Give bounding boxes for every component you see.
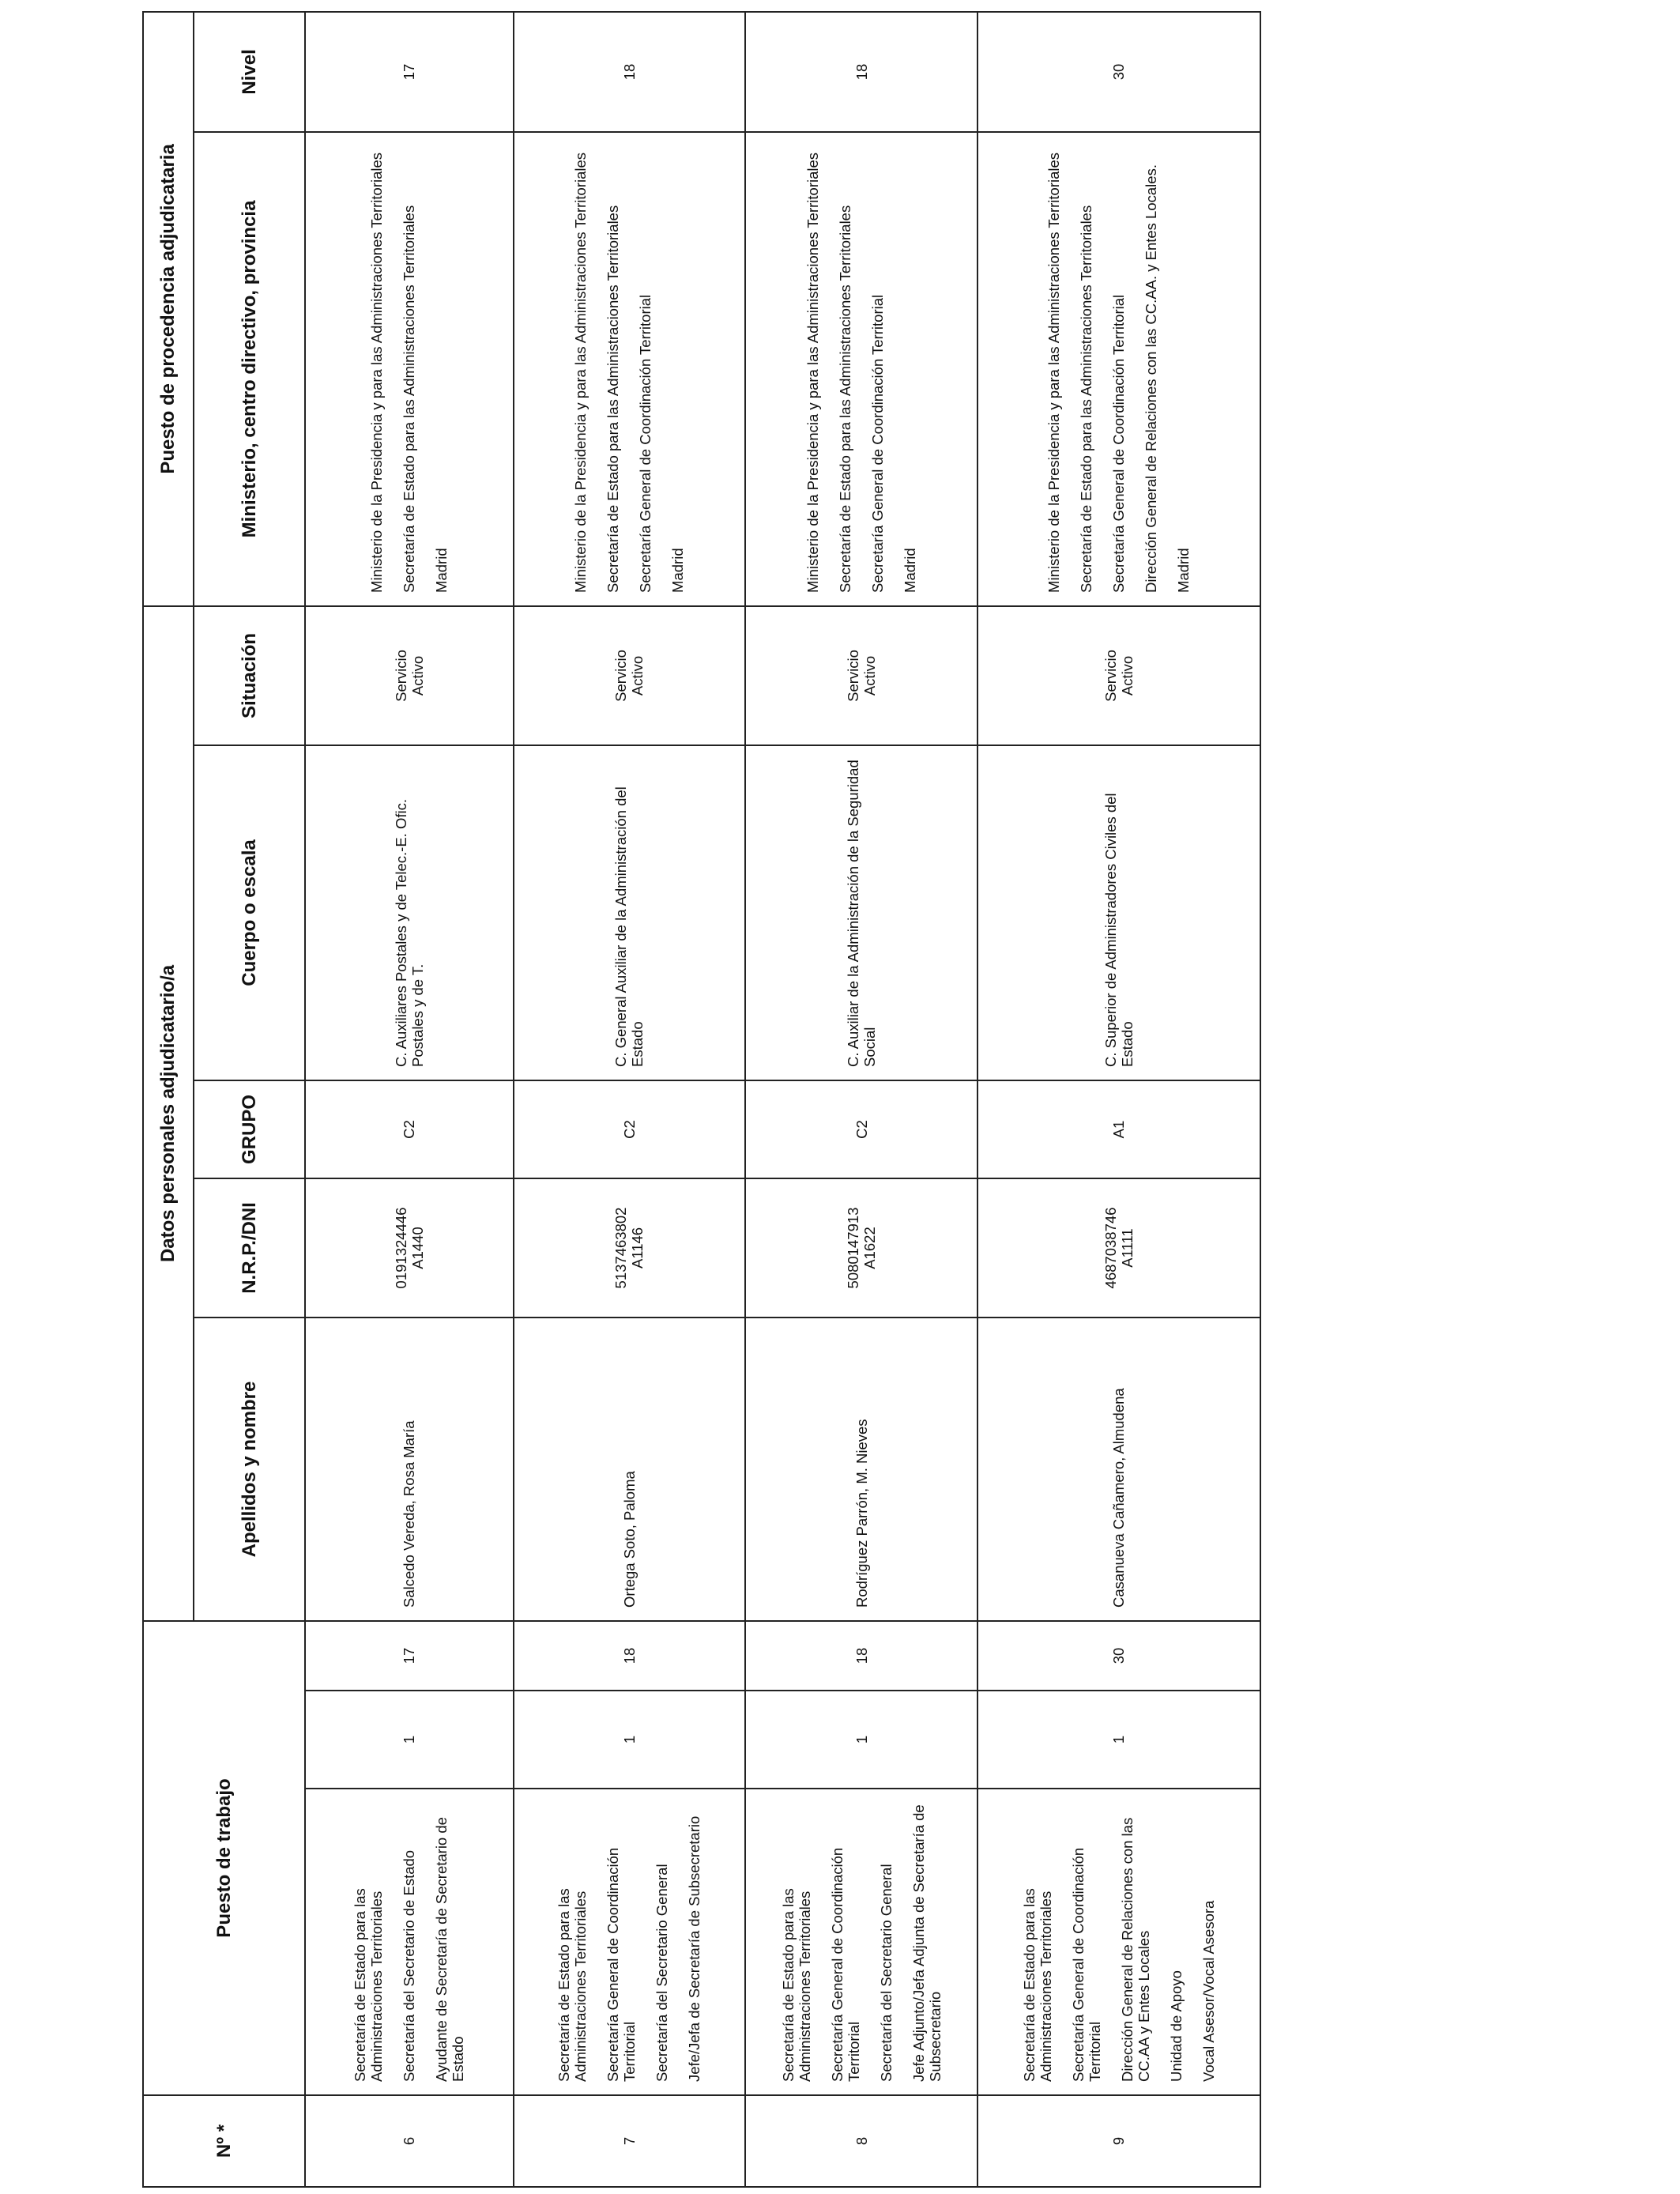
situacion-line: Activo [409, 655, 426, 696]
nrp-cell [305, 1178, 513, 1318]
nivel: 18 [514, 1621, 746, 1691]
header-cuerpo: Cuerpo o escala [194, 745, 305, 1080]
header-nivel-procedencia: Nivel [194, 12, 305, 132]
nrp-cell [745, 1178, 977, 1318]
apellidos-nombre: Ortega Soto, Paloma [514, 1318, 746, 1621]
ministerio-line: Secretaría General de Coordinación Territorial [869, 294, 887, 593]
table-row [305, 12, 513, 2187]
situacion-line: Activo [861, 655, 879, 696]
puesto-line: Secretaría General de Coordinación Territorial [1069, 1847, 1103, 2082]
grupo: C2 [305, 1080, 513, 1178]
row-no: 8 [745, 2095, 977, 2187]
header-procedencia: Puesto de procedencia adjudicataria [143, 12, 194, 606]
nrp-number: 4687038746 [1102, 1207, 1119, 1289]
header-puesto-trabajo: Puesto de trabajo [143, 1621, 305, 2095]
table-row [514, 12, 746, 2187]
nrp-cell [977, 1178, 1260, 1318]
situacion-cell [977, 606, 1260, 745]
ministerio-line: Secretaría de Estado para las Administraciones Territoriales [1078, 205, 1095, 593]
rotated-page [142, 13, 1261, 2188]
ministerio-cell [745, 132, 977, 606]
situacion-line: Servicio [845, 650, 862, 702]
ministerio-cell [305, 132, 513, 606]
ministerio-line: Secretaría General de Coordinación Territorial [637, 294, 654, 593]
nivel: 18 [745, 1621, 977, 1691]
header-row-1 [143, 12, 194, 2187]
header-ministerio: Ministerio, centro directivo, provincia [194, 132, 305, 606]
ministerio-line: Ministerio de la Presidencia y para las Administraciones Territoriales [804, 152, 822, 593]
apellidos-nombre: Casanueva Cañamero, Almudena [977, 1318, 1260, 1621]
ministerio-cell [514, 132, 746, 606]
nivel-procedencia: 30 [977, 12, 1260, 132]
ministerio-line: Dirección General de Relaciones con las CC.AA. y Entes Locales. [1143, 164, 1160, 593]
puesto-line: Jefe/Jefa de Secretaría de Subsecretario [686, 1815, 703, 2082]
puesto-line: Secretaría del Secretario General [654, 1864, 671, 2082]
adjudication-table [142, 11, 1261, 2188]
grupo: C2 [745, 1080, 977, 1178]
cuerpo-escala: C. Auxiliares Postales y de Telec.-E. Ofic. Postales y de T. [305, 745, 513, 1080]
puesto-line: Unidad de Apoyo [1167, 1970, 1185, 2082]
situacion-line: Servicio [392, 650, 409, 702]
ministerio-line: Secretaría de Estado para las Administraciones Territoriales [401, 205, 418, 593]
nivel-procedencia: 18 [745, 12, 977, 132]
puesto-line: Secretaría de Estado para las Administraciones Territoriales [779, 1888, 813, 2082]
header-nrp: N.R.P./DNI [194, 1178, 305, 1318]
cuerpo-escala: C. Auxiliar de la Administración de la Seguridad Social [745, 745, 977, 1080]
header-no: Nº * [143, 2095, 305, 2187]
num-puestos: 1 [305, 1691, 513, 1789]
nrp-code: A1146 [629, 1227, 646, 1269]
puesto-line: Jefe Adjunto/Jefa Adjunta de Secretaría de Subsecretario [910, 1804, 944, 2082]
nivel: 17 [305, 1621, 513, 1691]
nrp-number: 5080147913 [845, 1207, 862, 1289]
ministerio-line: Madrid [433, 548, 450, 593]
row-no: 9 [977, 2095, 1260, 2187]
num-puestos: 1 [977, 1691, 1260, 1789]
puesto-line: Vocal Asesor/Vocal Asesora [1200, 1900, 1217, 2082]
puesto-cell [305, 1789, 513, 2095]
row-no: 7 [514, 2095, 746, 2187]
puesto-line: Secretaría de Estado para las Administraciones Territoriales [352, 1888, 386, 2082]
puesto-line: Dirección General de Relaciones con las CC.AA y Entes Locales [1118, 1817, 1152, 2082]
nrp-number: 0191324446 [392, 1207, 409, 1289]
apellidos-nombre: Salcedo Vereda, Rosa María [305, 1318, 513, 1621]
situacion-cell [305, 606, 513, 745]
nrp-cell [514, 1178, 746, 1318]
nrp-code: A1622 [861, 1227, 879, 1269]
ministerio-line: Secretaría de Estado para las Administraciones Territoriales [605, 205, 622, 593]
puesto-line: Secretaría del Secretario de Estado [401, 1849, 418, 2082]
grupo: C2 [514, 1080, 746, 1178]
apellidos-nombre: Rodríguez Parrón, M. Nieves [745, 1318, 977, 1621]
puesto-cell [514, 1789, 746, 2095]
ministerio-line: Madrid [669, 548, 687, 593]
ministerio-line: Ministerio de la Presidencia y para las Administraciones Territoriales [572, 152, 590, 593]
puesto-line: Secretaría de Estado para las Administraciones Territoriales [556, 1888, 590, 2082]
ministerio-line: Madrid [902, 548, 919, 593]
ministerio-line: Ministerio de la Presidencia y para las Administraciones Territoriales [368, 152, 386, 593]
ministerio-line: Ministerio de la Presidencia y para las Administraciones Territoriales [1045, 152, 1063, 593]
situacion-line: Servicio [1102, 650, 1119, 702]
ministerio-line: Madrid [1175, 548, 1192, 593]
header-datos-personales: Datos personales adjudicatario/a [143, 606, 194, 1621]
table-row [745, 12, 977, 2187]
situacion-line: Servicio [612, 650, 630, 702]
cuerpo-escala: C. Superior de Administradores Civiles del Estado [977, 745, 1260, 1080]
ministerio-line: Secretaría General de Coordinación Territorial [1110, 294, 1128, 593]
row-no: 6 [305, 2095, 513, 2187]
cuerpo-escala: C. General Auxiliar de la Administración del Estado [514, 745, 746, 1080]
situacion-line: Activo [1118, 655, 1136, 696]
situacion-cell [745, 606, 977, 745]
nivel-procedencia: 17 [305, 12, 513, 132]
nivel-procedencia: 18 [514, 12, 746, 132]
header-situacion: Situación [194, 606, 305, 745]
ministerio-cell [977, 132, 1260, 606]
puesto-line: Ayudante de Secretaría de Secretario de Estado [433, 1817, 467, 2082]
puesto-line: Secretaría del Secretario General [877, 1864, 895, 2082]
situacion-line: Activo [629, 655, 646, 696]
num-puestos: 1 [745, 1691, 977, 1789]
header-apellidos: Apellidos y nombre [194, 1318, 305, 1621]
nrp-code: A1440 [409, 1227, 426, 1269]
ministerio-line: Secretaría de Estado para las Administraciones Territoriales [837, 205, 854, 593]
puesto-line: Secretaría General de Coordinación Territorial [605, 1847, 638, 2082]
nrp-code: A1111 [1118, 1228, 1136, 1268]
puesto-cell [745, 1789, 977, 2095]
nivel: 30 [977, 1621, 1260, 1691]
puesto-line: Secretaría de Estado para las Administraciones Territoriales [1020, 1888, 1054, 2082]
situacion-cell [514, 606, 746, 745]
num-puestos: 1 [514, 1691, 746, 1789]
grupo: A1 [977, 1080, 1260, 1178]
header-grupo: GRUPO [194, 1080, 305, 1178]
table-row [977, 12, 1260, 2187]
puesto-cell [977, 1789, 1260, 2095]
puesto-line: Secretaría General de Coordinación Territorial [828, 1847, 862, 2082]
nrp-number: 5137463802 [612, 1207, 630, 1289]
